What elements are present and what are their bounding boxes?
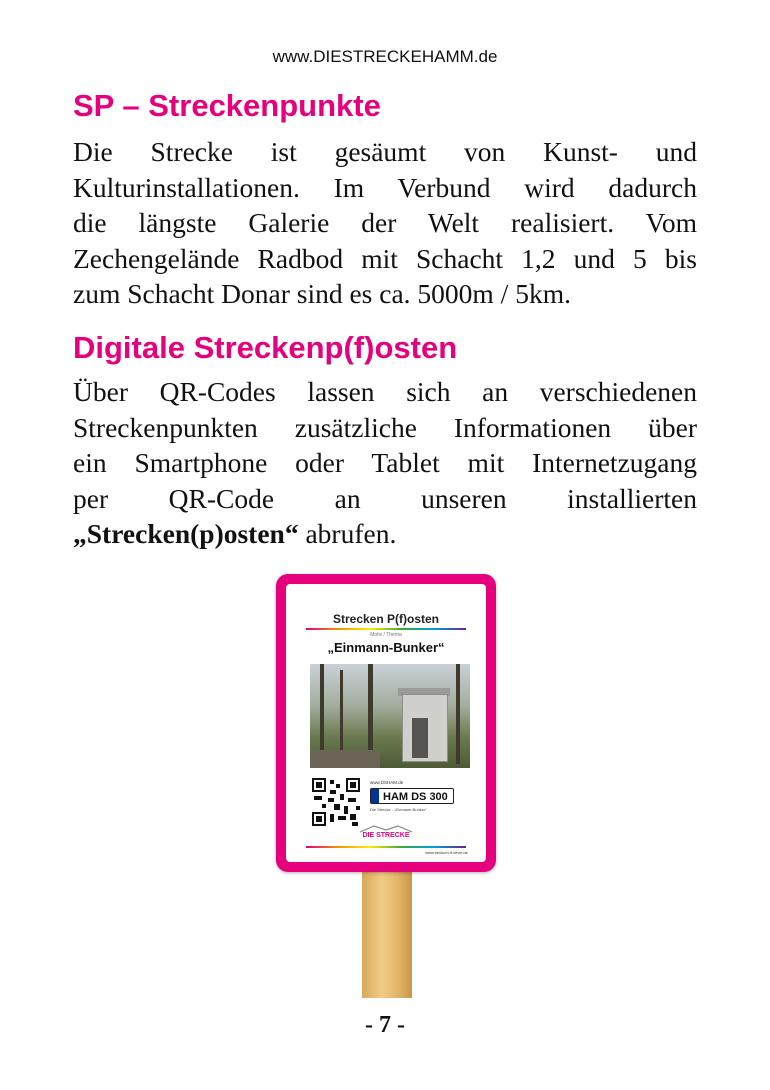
- sign-title: Strecken P(f)osten: [332, 612, 440, 626]
- rainbow-divider: [306, 628, 466, 630]
- strecken-posten-bold: „Strecken(p)osten“: [73, 518, 299, 549]
- header-url: www.DIESTRECKEHAMM.de: [272, 47, 498, 66]
- sign-board: [276, 574, 496, 872]
- sign-motif: „Einmann-Bunker“: [327, 640, 445, 655]
- text-line: ein Smartphone oder Tablet mit Internetzugang: [73, 447, 697, 478]
- sign-card: [286, 584, 486, 862]
- text-line: die längste Galerie der Welt realisiert. Vom: [73, 207, 697, 238]
- text-line: Die Strecke ist gesäumt von Kunst- und: [73, 136, 697, 167]
- text-line-rest: abrufen.: [298, 518, 397, 549]
- text-line: Über QR-Codes lassen sich an verschiedenen: [73, 376, 697, 407]
- text-line: Kulturinstallationen. Im Verbund wird dadurch: [73, 171, 697, 203]
- sign-footer-url: www.beckum-it.vevel.de: [425, 850, 468, 855]
- text-line: [73, 516, 697, 552]
- wooden-stake: [362, 870, 412, 998]
- text-line: zum Schacht Donar sind es ca. 5000m / 5km.: [73, 278, 571, 309]
- text-line: Streckenpunkten zusätzliche Informationen über: [73, 411, 697, 443]
- bunker-photo: [310, 664, 470, 768]
- section-heading-digitale-streckenposten: Digitale Streckenp(f)osten: [73, 330, 458, 365]
- plate-text: HAM DS 300: [383, 791, 448, 803]
- plate-caption: Die Strecke - „Einmann-Bunker“: [370, 807, 427, 812]
- qr-code-icon: [312, 778, 360, 826]
- rainbow-divider: [306, 846, 466, 848]
- paragraph-digitale-streckenposten: [73, 374, 697, 552]
- paragraph-streckenpunkte: [73, 134, 697, 312]
- sign-small-url: www.DSHAM.de: [370, 780, 404, 785]
- sign-illustration: [262, 564, 512, 1004]
- text-line: Zechengelände Radbod mit Schacht 1,2 und 5 bis: [73, 242, 697, 274]
- die-strecke-logo: [356, 824, 416, 844]
- text-line: per QR-Code an unseren installierten: [73, 482, 697, 514]
- page-number: - 7 -: [365, 1012, 405, 1038]
- eu-band-icon: [371, 789, 379, 803]
- sign-subtitle: Motiv / Thema: [370, 632, 402, 638]
- logo-wordmark: DIE STRECKE: [362, 832, 410, 839]
- section-heading-streckenpunkte: SP – Streckenpunkte: [73, 88, 381, 123]
- license-plate: [370, 788, 454, 804]
